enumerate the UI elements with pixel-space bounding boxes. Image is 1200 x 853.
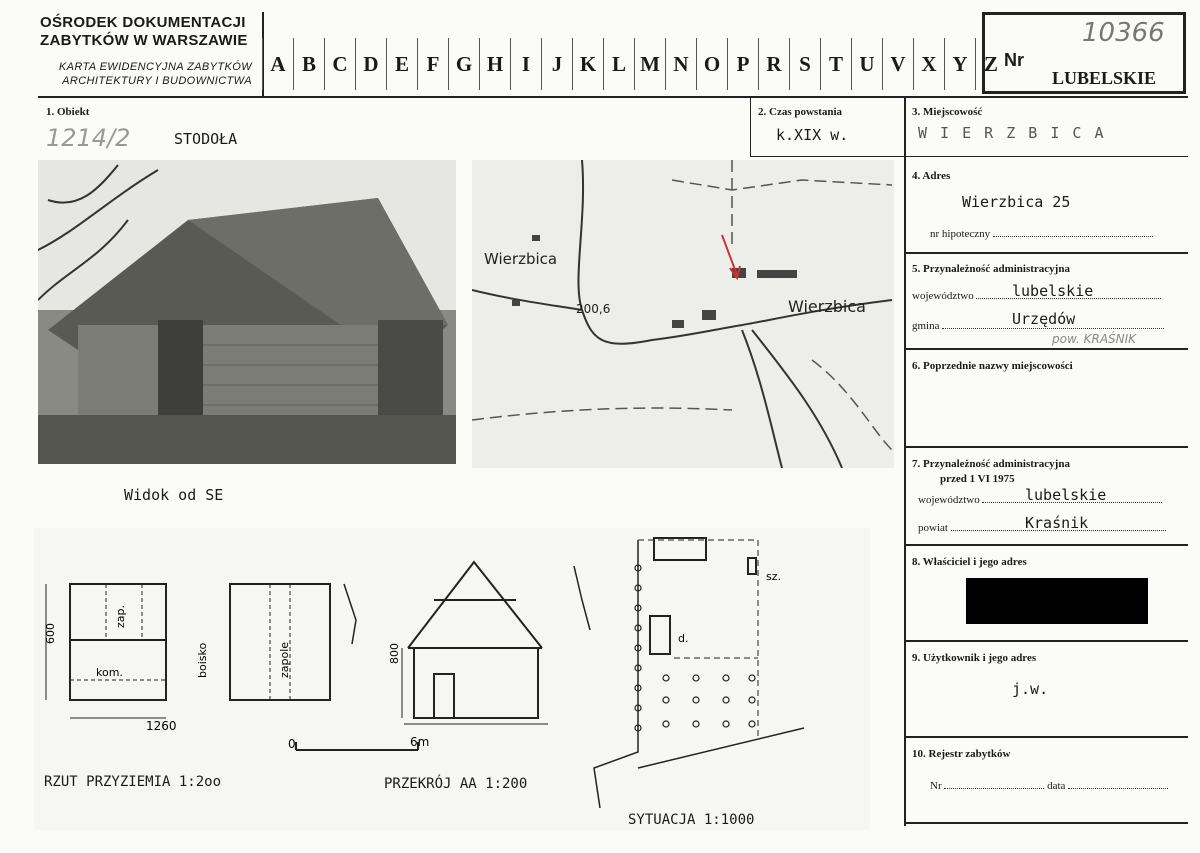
letter-j: J xyxy=(541,38,572,90)
user-value: j.w. xyxy=(1012,680,1049,698)
card-title-line2: ARCHITEKTURY I BUDOWNICTWA xyxy=(62,75,252,87)
map-label-east: Wierzbica xyxy=(788,297,866,316)
letter-m: M xyxy=(634,38,665,90)
nr-handwritten: 10366 xyxy=(1082,18,1165,48)
construction-date: k.XIX w. xyxy=(776,126,849,144)
letter-u: U xyxy=(851,38,882,90)
letter-a: A xyxy=(262,38,293,90)
map-elevation: 200,6 xyxy=(576,302,611,316)
field1-label: 1. Obiekt xyxy=(46,106,90,118)
field9-label: 9. Użytkownik i jego adres xyxy=(912,652,1037,664)
section-caption: PRZEKRÓJ AA 1:200 xyxy=(384,776,528,792)
letter-e: E xyxy=(386,38,417,90)
letter-b: B xyxy=(293,38,324,90)
field8-label: 8. Właściciel i jego adres xyxy=(912,556,1027,568)
field10-label: 10. Rejestr zabytków xyxy=(912,748,1011,760)
scale-0: 0 xyxy=(288,737,296,751)
locality: W I E R Z B I C A xyxy=(918,124,1106,142)
letter-o: O xyxy=(696,38,727,90)
region-label: LUBELSKIE xyxy=(1052,68,1157,88)
letter-t: T xyxy=(820,38,851,90)
site-caption: SYTUACJA 1:1000 xyxy=(628,812,755,828)
photo-caption: Widok od SE xyxy=(124,486,224,504)
label-boisko: boisko xyxy=(196,642,209,678)
voivodeship-value: lubelskie xyxy=(1012,282,1094,300)
district-value: Kraśnik xyxy=(1025,514,1089,532)
scale-6m: 6m xyxy=(410,735,430,749)
letter-g: G xyxy=(448,38,479,90)
institution-line2: ZABYTKÓW W WARSZAWIE xyxy=(40,32,248,49)
site-label-d: d. xyxy=(678,632,689,645)
voivodeship-before-label: województwo xyxy=(918,494,980,506)
nr-label: Nr xyxy=(1004,50,1025,70)
letter-x: X xyxy=(913,38,944,90)
field3-label: 3. Miejscowość xyxy=(912,106,983,118)
site-label-sz: sz. xyxy=(766,570,782,583)
label-zapole: zapole xyxy=(278,641,291,678)
field1-handwritten: 1214/2 xyxy=(46,124,131,152)
letter-r: R xyxy=(758,38,789,90)
letter-n: N xyxy=(665,38,696,90)
barn-photo xyxy=(38,160,456,464)
voivodeship-label: województwo xyxy=(912,290,974,302)
object-name: STODOŁA xyxy=(174,130,238,148)
letter-s: S xyxy=(789,38,820,90)
card-title-line1: KARTA EWIDENCYJNA ZABYTKÓW xyxy=(58,61,252,73)
dim-1260: 1260 xyxy=(146,719,177,733)
letter-d: D xyxy=(355,38,386,90)
field7-sublabel: przed 1 VI 1975 xyxy=(940,473,1015,485)
label-zap: zap. xyxy=(114,605,127,628)
commune-value: Urzędów xyxy=(1012,310,1076,328)
dim-600: 600 xyxy=(44,623,57,644)
letter-y: Y xyxy=(944,38,975,90)
district-handwritten-note: pow. KRAŚNIK xyxy=(1052,332,1137,346)
label-kom: kom. xyxy=(96,666,123,679)
letter-c: C xyxy=(324,38,355,90)
letter-k: K xyxy=(572,38,603,90)
plan-caption: RZUT PRZYZIEMIA 1:2oo xyxy=(44,774,222,790)
voivodeship-before-value: lubelskie xyxy=(1025,486,1107,504)
letter-v: V xyxy=(882,38,913,90)
letter-f: F xyxy=(417,38,448,90)
letter-z: Z xyxy=(975,38,1006,90)
mortgage-label: nr hipoteczny xyxy=(930,228,991,240)
letter-h: H xyxy=(479,38,510,90)
map-label-west: Wierzbica xyxy=(484,250,558,268)
letter-l: L xyxy=(603,38,634,90)
letter-p: P xyxy=(727,38,758,90)
district-label: powiat xyxy=(918,522,948,534)
commune-label: gmina xyxy=(912,320,940,332)
field7-label: 7. Przynależność administracyjna xyxy=(912,458,1070,470)
field2-label: 2. Czas powstania xyxy=(758,106,843,118)
letter-index xyxy=(262,38,1006,90)
field5-label: 5. Przynależność administracyjna xyxy=(912,263,1070,275)
address: Wierzbica 25 xyxy=(962,193,1071,211)
letter-i: I xyxy=(510,38,541,90)
field4-label: 4. Adres xyxy=(912,170,951,182)
register-date-label: data xyxy=(1047,780,1066,792)
field6-label: 6. Poprzednie nazwy miejscowości xyxy=(912,360,1073,372)
redacted-owner xyxy=(966,578,1148,624)
register-nr-label: Nr xyxy=(930,780,942,792)
dim-800: 800 xyxy=(388,643,401,664)
location-map xyxy=(472,160,894,468)
institution-line1: OŚRODEK DOKUMENTACJI xyxy=(40,14,246,31)
